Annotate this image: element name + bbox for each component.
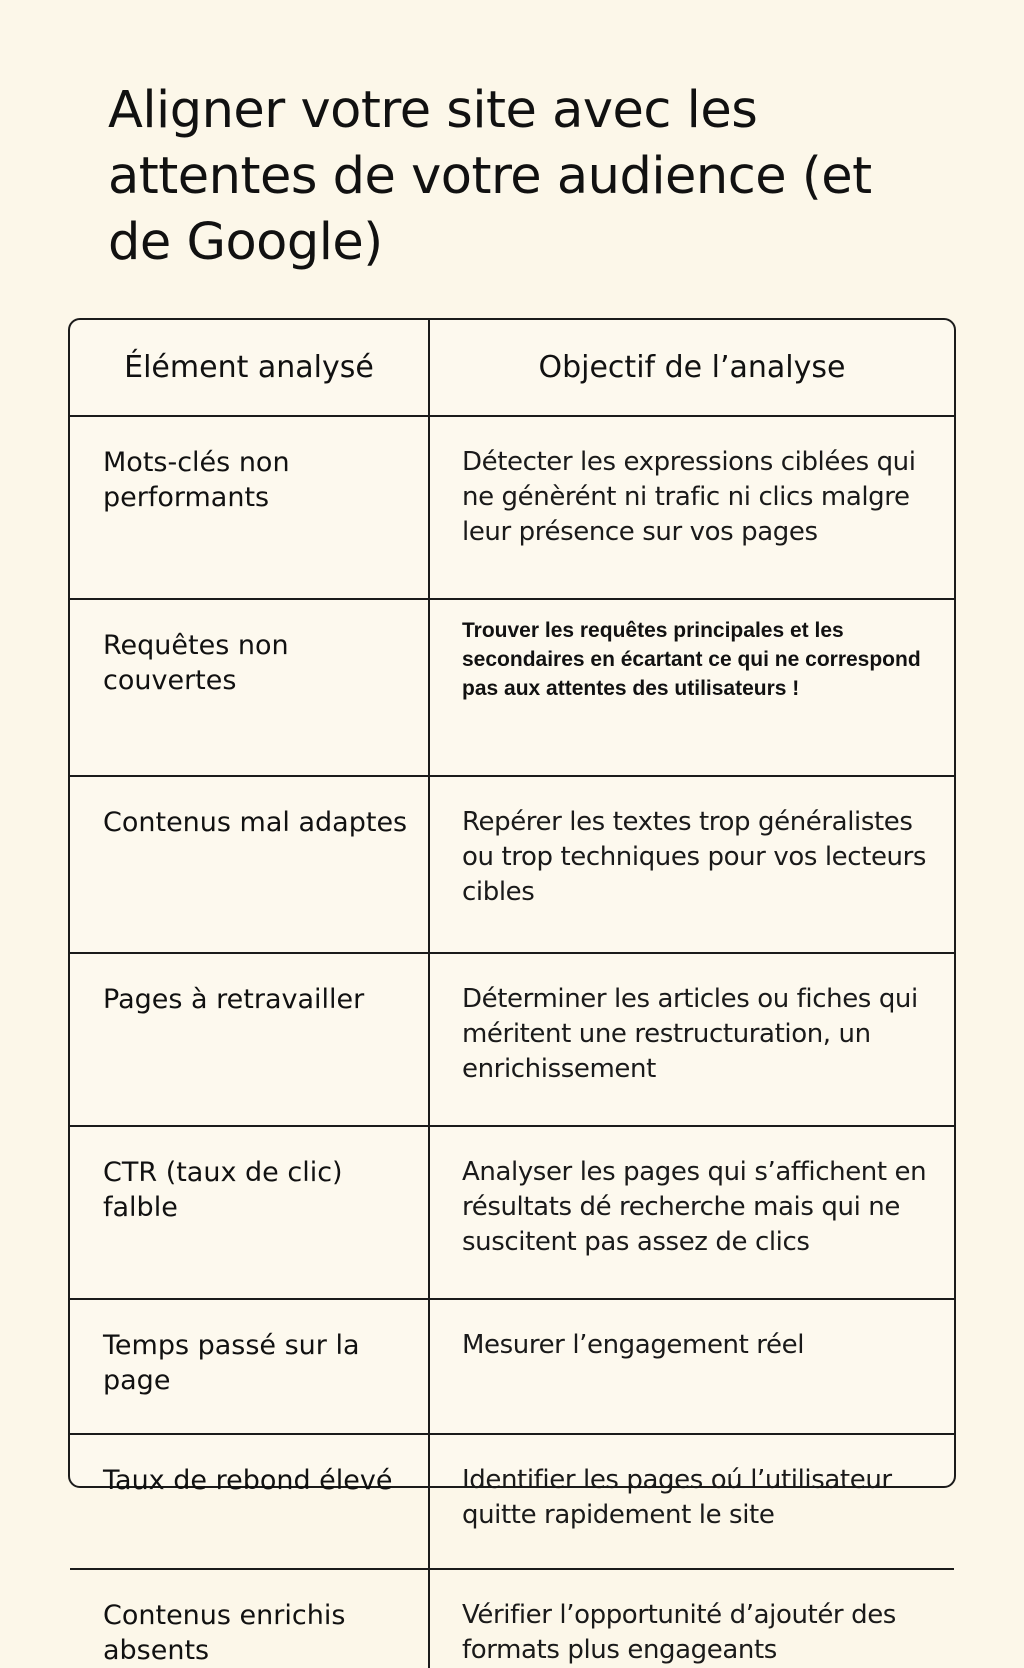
row-objective: Déterminer les articles ou fiches qui méritent une restructuration, un enrichissement (429, 953, 954, 1126)
table-row (70, 1434, 954, 1569)
row-element: Mots-clés non performants (70, 416, 429, 599)
row-objective: Analyser les pages qui s’affichent en résultats dé recherche mais qui ne suscitent pas assez de clics (429, 1126, 954, 1299)
table-header-row (70, 320, 954, 416)
table-row (70, 599, 954, 776)
row-objective: Vérifier l’opportunité d’ajoutér des formats plus engageants (462, 1600, 896, 1665)
row-objective: Mesurer l’engagement réel (429, 1299, 954, 1434)
row-element: Temps passé sur la page (70, 1299, 429, 1434)
row-objective: Détecter les expressions ciblées qui ne génèrént ni trafic ni clics malgre leur présence sur vos pages (429, 416, 954, 599)
table-row (70, 776, 954, 953)
page-title: Aligner votre site avec les attentes de votre audience (et de Google) (108, 81, 872, 272)
row-objective: Identifier les pages oú l’utilisateur quitte rapidement le site (429, 1434, 954, 1569)
table-row (70, 1299, 954, 1434)
row-element: Pages à retravailler (70, 953, 429, 1126)
row-objective: Repérer les textes trop généralistes ou trop techniques pour vos lecteurs cibles (429, 776, 954, 953)
header-element: Élément analysé (70, 320, 429, 416)
analysis-table (68, 318, 956, 1666)
header-objective: Objectif de l’analyse (429, 320, 954, 416)
table-row (70, 1569, 954, 1668)
table-row (70, 416, 954, 599)
row-element: Contenus enrichis absents (70, 1569, 429, 1668)
row-element: Taux de rebond élevé (70, 1434, 429, 1569)
row-element: CTR (taux de clic) falble (70, 1126, 429, 1299)
row-element: Requêtes non couvertes (70, 599, 429, 776)
table-row (70, 1126, 954, 1299)
row-objective: Trouver les requêtes principales et les secondaires en écartant ce qui ne correspond pas aux attentes des utilisateurs ! (429, 599, 954, 776)
row-element: Contenus mal adaptes (70, 776, 429, 953)
table-row (70, 953, 954, 1126)
